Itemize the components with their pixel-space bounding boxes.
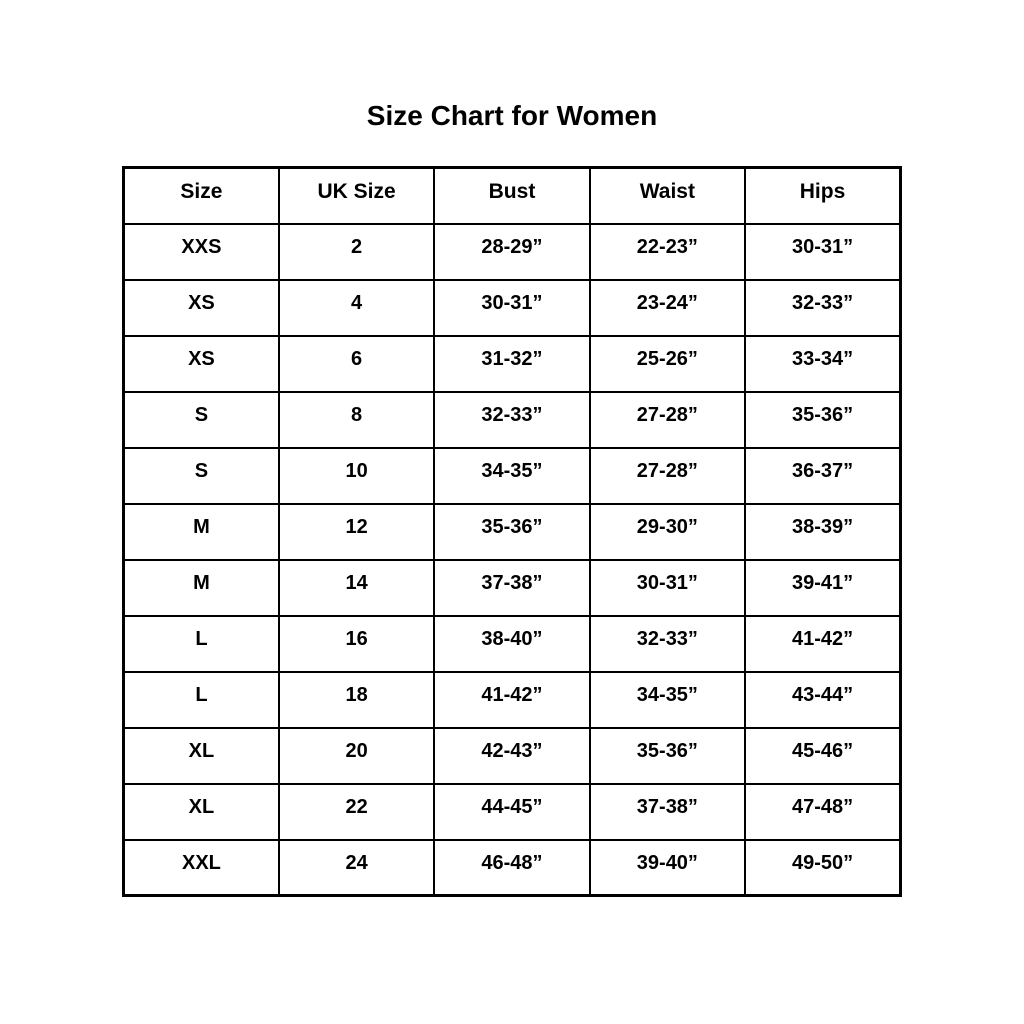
table-cell: 8 (279, 392, 434, 448)
table-cell: 28-29” (434, 224, 589, 280)
table-cell: 32-33” (590, 616, 745, 672)
table-cell: 37-38” (590, 784, 745, 840)
table-row (124, 392, 901, 448)
table-cell: 30-31” (745, 224, 900, 280)
table-cell: 30-31” (590, 560, 745, 616)
table-cell: 41-42” (434, 672, 589, 728)
table-cell: S (124, 392, 279, 448)
column-header: UK Size (279, 168, 434, 224)
table-cell: 23-24” (590, 280, 745, 336)
table-row (124, 224, 901, 280)
table-header-row (124, 168, 901, 224)
table-row (124, 560, 901, 616)
table-cell: M (124, 560, 279, 616)
table-cell: 18 (279, 672, 434, 728)
table-cell: 46-48” (434, 840, 589, 896)
table-cell: 24 (279, 840, 434, 896)
size-chart-table (122, 166, 902, 897)
table-header (124, 168, 901, 224)
column-header: Hips (745, 168, 900, 224)
table-row (124, 504, 901, 560)
table-row (124, 448, 901, 504)
table-cell: 49-50” (745, 840, 900, 896)
table-cell: 39-40” (590, 840, 745, 896)
table-cell: 32-33” (745, 280, 900, 336)
table-cell: 44-45” (434, 784, 589, 840)
table-row (124, 616, 901, 672)
table-cell: 45-46” (745, 728, 900, 784)
table-cell: 43-44” (745, 672, 900, 728)
table-cell: 38-40” (434, 616, 589, 672)
table-row (124, 784, 901, 840)
table-cell: 47-48” (745, 784, 900, 840)
table-cell: 12 (279, 504, 434, 560)
table-cell: 6 (279, 336, 434, 392)
table-body (124, 224, 901, 896)
table-cell: 36-37” (745, 448, 900, 504)
table-cell: XXS (124, 224, 279, 280)
table-cell: XL (124, 784, 279, 840)
table-cell: 37-38” (434, 560, 589, 616)
table-cell: 22-23” (590, 224, 745, 280)
table-cell: 35-36” (590, 728, 745, 784)
table-row (124, 336, 901, 392)
table-cell: 16 (279, 616, 434, 672)
table-cell: 20 (279, 728, 434, 784)
table-cell: 33-34” (745, 336, 900, 392)
table-cell: 27-28” (590, 392, 745, 448)
table-cell: L (124, 672, 279, 728)
table-cell: 32-33” (434, 392, 589, 448)
table-row (124, 280, 901, 336)
table-cell: XL (124, 728, 279, 784)
table-cell: M (124, 504, 279, 560)
table-cell: 38-39” (745, 504, 900, 560)
table-cell: 14 (279, 560, 434, 616)
table-cell: 2 (279, 224, 434, 280)
table-cell: 4 (279, 280, 434, 336)
column-header: Waist (590, 168, 745, 224)
table-cell: 42-43” (434, 728, 589, 784)
table-cell: 27-28” (590, 448, 745, 504)
table-cell: 22 (279, 784, 434, 840)
table-cell: XXL (124, 840, 279, 896)
column-header: Size (124, 168, 279, 224)
table-cell: 41-42” (745, 616, 900, 672)
table-cell: 35-36” (434, 504, 589, 560)
page-title: Size Chart for Women (366, 100, 658, 131)
table-cell: 10 (279, 448, 434, 504)
table-cell: 31-32” (434, 336, 589, 392)
table-cell: XS (124, 336, 279, 392)
column-header: Bust (434, 168, 589, 224)
table-row (124, 672, 901, 728)
table-cell: 39-41” (745, 560, 900, 616)
table-cell: XS (124, 280, 279, 336)
table-cell: 29-30” (590, 504, 745, 560)
table-cell: 35-36” (745, 392, 900, 448)
table-cell: 30-31” (434, 280, 589, 336)
table-cell: 34-35” (434, 448, 589, 504)
table-row (124, 840, 901, 896)
table-row (124, 728, 901, 784)
table-cell: 34-35” (590, 672, 745, 728)
table-cell: L (124, 616, 279, 672)
table-cell: S (124, 448, 279, 504)
table-cell: 25-26” (590, 336, 745, 392)
